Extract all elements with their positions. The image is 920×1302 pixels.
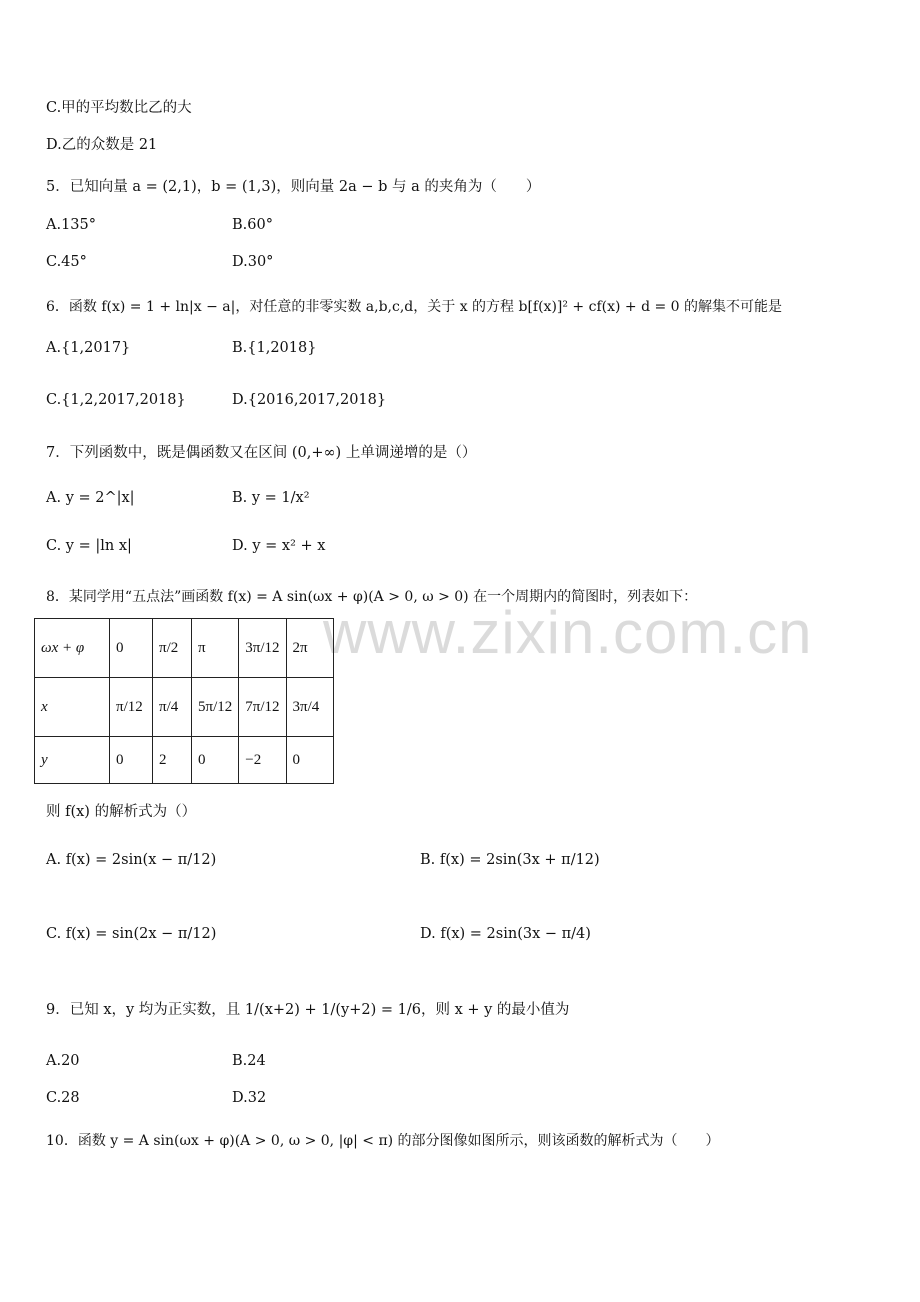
q8-option-c: C. f(x) = sin(2x − π/12) xyxy=(46,926,217,942)
table-cell: x xyxy=(35,678,110,737)
watermark: www.zixin.com.cn xyxy=(323,599,813,666)
q7-option-c: C. y = |ln x| xyxy=(46,538,132,554)
q6-option-c: C.{1,2,2017,2018} xyxy=(46,392,186,408)
q5-option-b: B.60° xyxy=(232,217,273,233)
table-cell: −2 xyxy=(239,737,286,784)
q5-option-c: C.45° xyxy=(46,254,87,270)
table-cell: 7π/12 xyxy=(239,678,286,737)
table-cell: 0 xyxy=(110,737,153,784)
table-cell: 0 xyxy=(286,737,333,784)
q9-stem: 9．已知 x，y 均为正实数，且 1/(x+2) + 1/(y+2) = 1/6，则 x + y 的最小值为 xyxy=(46,1002,570,1018)
q9-option-b: B.24 xyxy=(232,1053,266,1069)
table-cell: y xyxy=(35,737,110,784)
table-row xyxy=(35,678,334,737)
table-cell: π/12 xyxy=(110,678,153,737)
table-cell: 3π/12 xyxy=(239,619,286,678)
table-row xyxy=(35,619,334,678)
q10-stem: 10．函数 y = A sin(ωx + φ)(A > 0, ω > 0, |φ| < π) 的部分图像如图所示，则该函数的解析式为（ ） xyxy=(46,1133,720,1149)
q7-stem: 7．下列函数中，既是偶函数又在区间 (0,+∞) 上单调递增的是（） xyxy=(46,445,477,461)
q9-option-a: A.20 xyxy=(46,1053,80,1069)
q6-option-b: B.{1,2018} xyxy=(232,340,317,356)
q4-option-d: D.乙的众数是 21 xyxy=(46,137,158,153)
q8-option-a: A. f(x) = 2sin(x − π/12) xyxy=(46,852,217,868)
q6-option-a: A.{1,2017} xyxy=(46,340,131,356)
table-cell: π xyxy=(192,619,239,678)
q7-option-a: A. y = 2^|x| xyxy=(46,490,135,506)
q9-option-d: D.32 xyxy=(232,1090,267,1106)
q4-option-c: C.甲的平均数比乙的大 xyxy=(46,100,192,116)
q8-after-table: 则 f(x) 的解析式为（） xyxy=(46,804,197,820)
q5-option-d: D.30° xyxy=(232,254,274,270)
table-cell: 0 xyxy=(192,737,239,784)
table-cell: 5π/12 xyxy=(192,678,239,737)
table-cell: 0 xyxy=(110,619,153,678)
q8-option-d: D. f(x) = 2sin(3x − π/4) xyxy=(420,926,591,942)
table-cell: π/2 xyxy=(153,619,192,678)
q8-stem: 8．某同学用“五点法”画函数 f(x) = A sin(ωx + φ)(A > 0, ω > 0) 在一个周期内的简图时，列表如下： xyxy=(46,589,698,605)
table-cell: π/4 xyxy=(153,678,192,737)
q7-option-b: B. y = 1/x² xyxy=(232,490,310,506)
five-point-table xyxy=(34,618,334,784)
table-cell: 3π/4 xyxy=(286,678,333,737)
table-cell: 2 xyxy=(153,737,192,784)
table-cell: ωx + φ xyxy=(35,619,110,678)
table-row xyxy=(35,737,334,784)
q9-option-c: C.28 xyxy=(46,1090,80,1106)
table-cell: 2π xyxy=(286,619,333,678)
q5-option-a: A.135° xyxy=(46,217,97,233)
q6-stem: 6．函数 f(x) = 1 + ln|x − a|，对任意的非零实数 a,b,c,d，关于 x 的方程 b[f(x)]² + cf(x) + d = 0 的解集不可能是 xyxy=(46,299,783,315)
q6-option-d: D.{2016,2017,2018} xyxy=(232,392,387,408)
q5-stem: 5．已知向量 a = (2,1)，b = (1,3)，则向量 2a − b 与 a 的夹角为（ ） xyxy=(46,179,541,195)
q7-option-d: D. y = x² + x xyxy=(232,538,326,554)
q8-option-b: B. f(x) = 2sin(3x + π/12) xyxy=(420,852,600,868)
